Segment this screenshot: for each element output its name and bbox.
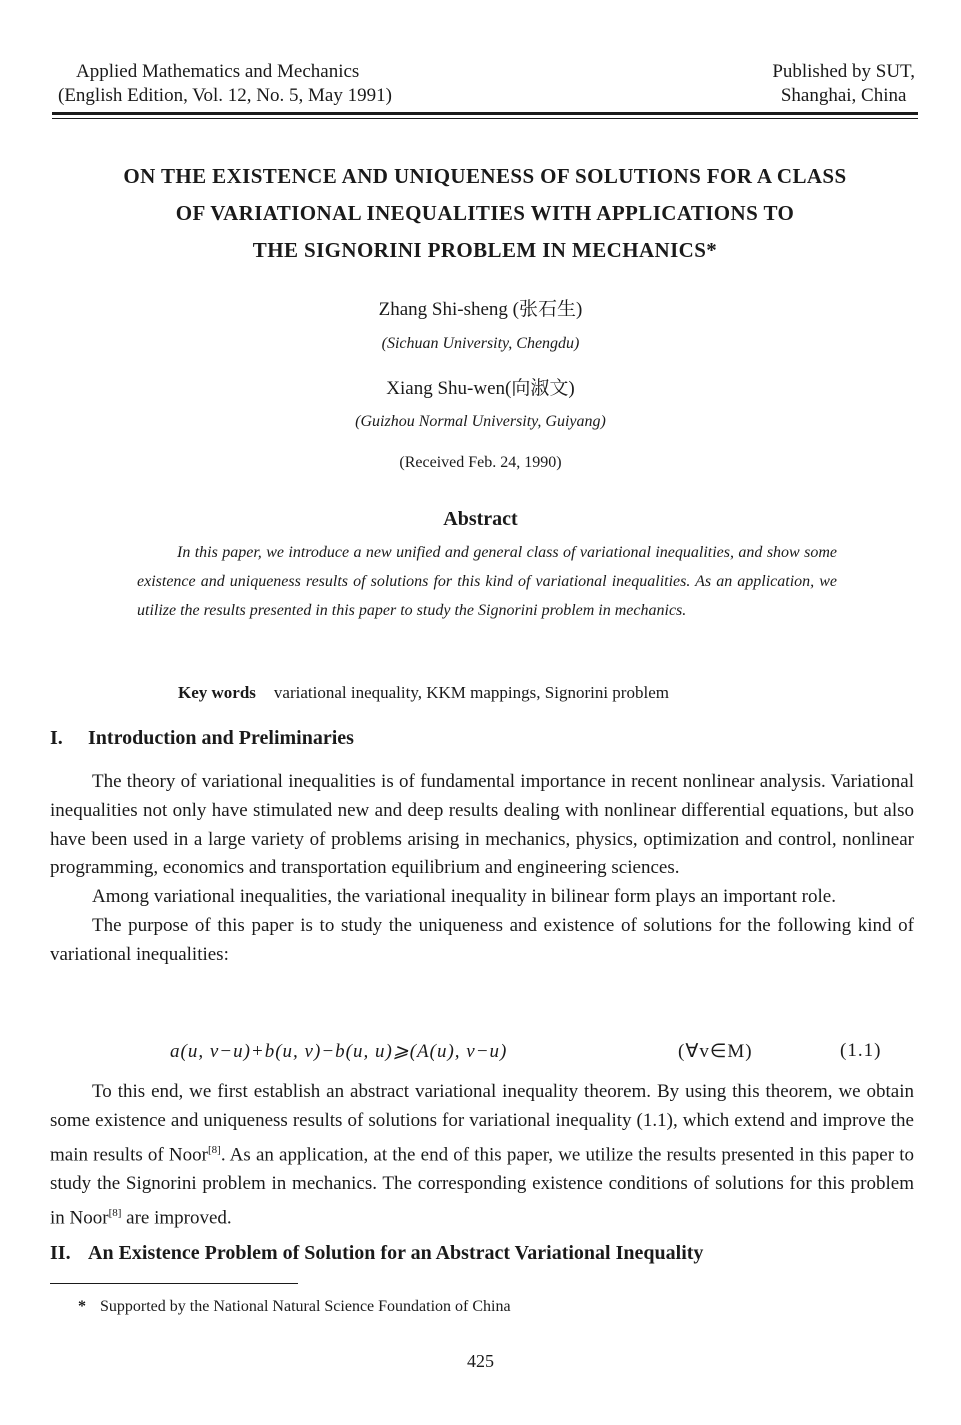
paragraph-1: The theory of variational inequalities is of fundamental importance in recent nonlinear analysis. Variational inequalities not only have stimulated new and deep results dealing with nonlinear differential equations, but also have been used in a large variety of problems arising in mechanics, physics, optimization and control, nonlinear programming, economics and transportation equilibrium and engineering sciences. [50, 771, 914, 879]
keywords [178, 683, 669, 703]
author-1-name: Zhang Shi-sheng (张石生) [378, 299, 583, 320]
paragraph-4-part-2: . As an application, at the end of this paper, we utilize the results presented in this paper to study the Signorini problem in mechanics. The corresponding existence conditions of solutions for this problem in Noor [50, 1143, 914, 1228]
publisher-header [772, 60, 915, 108]
section-1-number: I. [50, 727, 63, 749]
paragraph-4-part-3: are improved. [121, 1206, 232, 1228]
paragraph-4-part-1: To this end, we first establish an abstract variational inequality theorem. By using this theorem, we obtain some existence and uniqueness results of solutions for variational inequality (1.1), which extend and improve the main results of Noor [50, 1081, 914, 1165]
paragraph-4 [50, 1078, 914, 1233]
equation-label: (1.1) [840, 1040, 882, 1061]
citation-noor-2[interactable]: [8] [108, 1206, 122, 1219]
publisher-location: Shanghai, China [780, 85, 907, 106]
section-2-heading [50, 1242, 703, 1265]
title-line-2: OF VARIATIONAL INEQUALITIES WITH APPLICATIONS TO [175, 201, 795, 225]
author-2-affiliation: (Guizhou Normal University, Guiyang) [355, 413, 606, 430]
header-rule-thick [52, 112, 918, 115]
abstract-text: In this paper, we introduce a new unified and general class of variational inequalities, and show some existence and uniqueness results of solutions for this kind of variational inequalities. As an application, we utilize the results presented in this paper to study the Signorini problem in mechanics. [137, 544, 837, 619]
footnote-text: Supported by the National Natural Science Foundation of China [100, 1298, 511, 1315]
paper-title [40, 158, 930, 269]
publisher-name: Published by SUT, [772, 61, 915, 82]
equation-expression: a(u, v−u)+b(u, v)−b(u, u)⩾(A(u), v−u) [170, 1041, 508, 1062]
section-1-heading [50, 727, 354, 750]
paragraph-2: Among variational inequalities, the variational inequality in bilinear form plays an important role. [92, 886, 836, 908]
title-line-1: ON THE EXISTENCE AND UNIQUENESS OF SOLUTIONS FOR A CLASS [123, 164, 847, 188]
header-rule-thin [52, 118, 918, 119]
footnote [78, 1298, 511, 1316]
section-2-title: An Existence Problem of Solution for an Abstract Variational Inequality [88, 1242, 704, 1264]
section-1-title: Introduction and Preliminaries [88, 727, 354, 749]
page-number: 425 [467, 1351, 494, 1371]
keywords-label: Key words [178, 683, 256, 702]
journal-name: Applied Mathematics and Mechanics [76, 61, 360, 82]
footnote-marker: * [78, 1298, 86, 1315]
footnote-rule [50, 1283, 298, 1284]
section-2-number: II. [50, 1242, 71, 1264]
author-2-name: Xiang Shu-wen(向淑文) [386, 378, 575, 399]
abstract-heading: Abstract [443, 508, 518, 530]
author-1-affiliation: (Sichuan University, Chengdu) [381, 335, 580, 352]
received-date: (Received Feb. 24, 1990) [399, 454, 562, 471]
section-1-body [50, 768, 914, 970]
citation-noor-1[interactable]: [8] [207, 1143, 221, 1156]
abstract-body [137, 538, 837, 625]
keywords-text: variational inequality, KKM mappings, Signorini problem [273, 683, 669, 702]
paragraph-3: The purpose of this paper is to study the uniqueness and existence of solutions for the following kind of variational inequalities: [50, 914, 914, 965]
title-line-3: THE SIGNORINI PROBLEM IN MECHANICS* [252, 238, 718, 262]
journal-edition: (English Edition, Vol. 12, No. 5, May 1991) [58, 85, 392, 106]
journal-header [58, 60, 392, 108]
section-1-body-cont [50, 1078, 914, 1233]
equation-condition: (∀v∈M) [678, 1041, 753, 1062]
